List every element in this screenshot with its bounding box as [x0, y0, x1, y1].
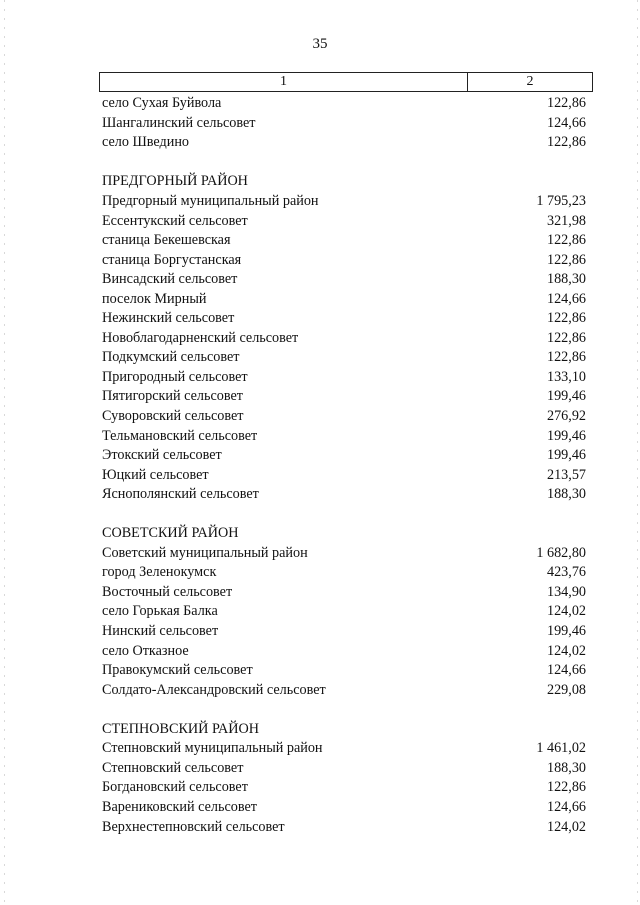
row-name: Ессентукский сельсовет — [102, 212, 248, 229]
table-row — [102, 250, 586, 270]
row-value: 213,57 — [546, 466, 586, 483]
section-heading: ПРЕДГОРНЫЙ РАЙОН — [102, 173, 248, 190]
section-heading: СТЕПНОВСКИЙ РАЙОН — [102, 720, 260, 737]
row-value: 199,46 — [546, 388, 586, 405]
row-name: Тельмановский сельсовет — [102, 427, 258, 444]
column-header-1: 1 — [100, 73, 468, 91]
row-name: Юцкий сельсовет — [102, 466, 209, 483]
row-value: 124,66 — [546, 290, 586, 307]
table-row — [102, 465, 586, 485]
row-value: 124,02 — [546, 818, 586, 835]
row-name: Богдановский сельсовет — [102, 779, 248, 796]
row-value: 122,86 — [546, 310, 586, 327]
table-row — [102, 563, 586, 583]
table-row — [102, 329, 586, 349]
row-name: Верхнестепновский сельсовет — [102, 818, 285, 835]
table-row — [102, 602, 586, 622]
row-name: Подкумский сельсовет — [102, 349, 240, 366]
row-name: Шангалинский сельсовет — [102, 114, 256, 131]
row-value: 124,66 — [546, 662, 586, 679]
row-value: 122,86 — [546, 232, 586, 249]
table-row — [102, 211, 586, 231]
row-name: Этокский сельсовет — [102, 447, 222, 464]
row-value: 1 795,23 — [536, 193, 586, 209]
row-name: село Сухая Буйвола — [102, 95, 222, 112]
row-name: Яснополянский сельсовет — [102, 486, 259, 503]
row-value: 423,76 — [546, 564, 586, 581]
page-number: 35 — [312, 36, 328, 52]
table-row — [102, 231, 586, 251]
row-value: 122,86 — [546, 134, 586, 151]
section-spacer — [102, 700, 586, 720]
row-value: 188,30 — [546, 271, 586, 288]
table-row — [102, 817, 586, 837]
row-value: 124,02 — [546, 642, 586, 659]
row-value: 188,30 — [546, 486, 586, 503]
column-header-2: 2 — [526, 74, 534, 89]
row-name: Суворовский сельсовет — [102, 408, 244, 425]
row-name: Степновский сельсовет — [102, 759, 244, 776]
table-body — [102, 94, 586, 837]
table-row — [102, 309, 586, 329]
row-value: 229,08 — [546, 681, 586, 698]
scan-edge-left — [4, 0, 5, 905]
table-row — [102, 368, 586, 388]
section-heading: СОВЕТСКИЙ РАЙОН — [102, 525, 239, 542]
row-value: 133,10 — [546, 368, 586, 385]
row-value: 1 461,02 — [536, 740, 586, 757]
row-value: 122,86 — [546, 329, 586, 346]
row-name: поселок Мирный — [102, 290, 207, 307]
table-row — [102, 289, 586, 309]
table-row — [102, 622, 586, 642]
table-row — [102, 583, 586, 603]
row-value: 276,92 — [546, 408, 586, 425]
table-row — [102, 407, 586, 427]
row-name: село Отказное — [102, 642, 189, 659]
row-name: Варениковский сельсовет — [102, 798, 257, 815]
row-value: 122,86 — [546, 349, 586, 366]
row-name: станица Боргустанская — [102, 251, 242, 268]
row-name: Восточный сельсовет — [102, 583, 233, 600]
row-name: Пятигорский сельсовет — [102, 388, 243, 405]
table-row — [102, 798, 586, 818]
row-value: 199,46 — [546, 427, 586, 444]
table-row — [102, 739, 586, 759]
row-name: Солдато-Александровский сельсовет — [102, 681, 326, 698]
row-name: Нежинский сельсовет — [102, 310, 235, 327]
row-value: 124,02 — [546, 603, 586, 620]
table-row — [102, 641, 586, 661]
row-value: 122,86 — [546, 95, 586, 112]
row-name: Новоблагодарненский сельсовет — [102, 329, 299, 346]
row-value: 199,46 — [546, 623, 586, 640]
table-row — [102, 778, 586, 798]
table-row — [102, 759, 586, 779]
row-value: 124,66 — [546, 798, 586, 815]
row-value: 122,86 — [546, 779, 586, 796]
row-value: 188,30 — [546, 759, 586, 776]
table-row — [102, 544, 586, 564]
row-value: 134,90 — [546, 583, 586, 600]
table-row — [102, 94, 586, 114]
table-row — [102, 133, 586, 153]
table-row — [102, 446, 586, 466]
row-value: 122,86 — [546, 251, 586, 268]
table-row — [102, 192, 586, 212]
scan-edge-right — [637, 0, 638, 905]
table-column-header — [99, 72, 593, 92]
row-name: село Горькая Балка — [102, 603, 218, 620]
table-row — [102, 270, 586, 290]
row-value: 199,46 — [546, 447, 586, 464]
row-name: село Шведино — [102, 134, 190, 151]
row-name: Нинский сельсовет — [102, 623, 219, 640]
row-name: город Зеленокумск — [102, 564, 217, 581]
row-name: Советский муниципальный район — [102, 544, 308, 561]
table-row — [102, 661, 586, 681]
row-name: Предгорный муниципальный район — [102, 193, 319, 209]
table-row — [102, 348, 586, 368]
row-value: 124,66 — [546, 114, 586, 131]
table-row — [102, 387, 586, 407]
row-name: Степновский муниципальный район — [102, 740, 323, 757]
row-name: Пригородный сельсовет — [102, 368, 248, 385]
row-name: Винсадский сельсовет — [102, 271, 238, 288]
table-row — [102, 485, 586, 505]
row-name: станица Бекешевская — [102, 232, 231, 249]
row-name: Правокумский сельсовет — [102, 662, 253, 679]
table-row — [102, 114, 586, 134]
table-row — [102, 426, 586, 446]
table-row — [102, 680, 586, 700]
row-value: 1 682,80 — [536, 544, 586, 561]
row-value: 321,98 — [546, 212, 586, 229]
section-spacer — [102, 153, 586, 173]
section-spacer — [102, 504, 586, 524]
